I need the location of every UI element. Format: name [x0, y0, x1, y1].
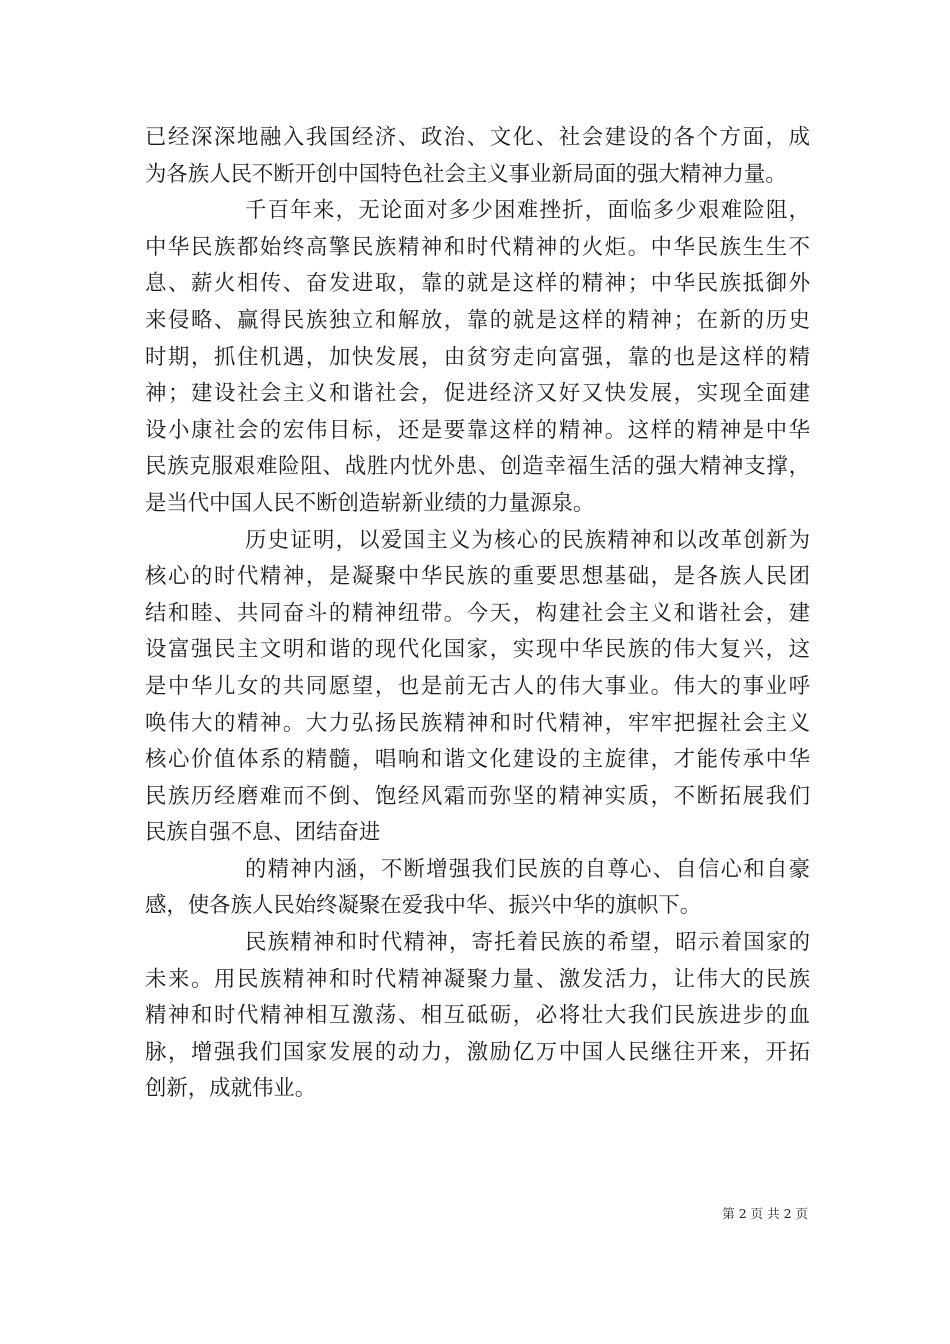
- paragraph-2: [145, 193, 810, 522]
- text-line: 千百年来，无论面对多少困难挫折，面临多少艰难险阻，: [245, 198, 810, 224]
- text-line: 历史证明，以爱国主义为核心的民族精神和以改革创新为: [245, 527, 810, 553]
- text-line: 民族克服艰难险阻、战胜内忧外患、创造幸福生活的强大精神支撑，: [145, 454, 810, 480]
- text-line: 为各族人民不断开创中国特色社会主义事业新局面的强大精神力量。: [145, 161, 787, 187]
- text-line: 核心价值体系的精髓，唱响和谐文化建设的主旋律，才能传承中华: [145, 747, 810, 773]
- text-line: 创新，成就伟业。: [145, 1076, 317, 1102]
- paragraph-4: [145, 852, 810, 925]
- text-line: 是中华儿女的共同愿望，也是前无古人的伟大事业。伟大的事业呼: [145, 673, 810, 699]
- text-line: 民族精神和时代精神，寄托着民族的希望，昭示着国家的: [245, 930, 810, 956]
- text-line: 未来。用民族精神和时代精神凝聚力量、激发活力，让伟大的民族: [145, 966, 810, 992]
- text-line: 核心的时代精神，是凝聚中华民族的重要思想基础，是各族人民团: [145, 564, 810, 590]
- text-line: 中华民族都始终高擎民族精神和时代精神的火炬。中华民族生生不: [145, 234, 810, 260]
- text-line: 已经深深地融入我国经济、政治、文化、社会建设的各个方面，成: [145, 125, 810, 150]
- paragraph-1: [145, 120, 810, 193]
- document-body: [145, 120, 810, 1108]
- text-line: 民族自强不息、团结奋进: [145, 820, 381, 846]
- text-line: 脉，增强我们国家发展的动力，激励亿万中国人民继往开来，开拓: [145, 1039, 810, 1065]
- text-line: 设小康社会的宏伟目标，还是要靠这样的精神。这样的精神是中华: [145, 417, 810, 443]
- text-line: 的精神内涵，不断增强我们民族的自尊心、自信心和自豪: [245, 856, 810, 882]
- text-line: 神；建设社会主义和谐社会，促进经济又好又快发展，实现全面建: [145, 381, 810, 407]
- paragraph-3: [145, 523, 810, 852]
- text-line: 唤伟大的精神。大力弘扬民族精神和时代精神，牢牢把握社会主义: [145, 710, 810, 736]
- text-line: 是当代中国人民不断创造崭新业绩的力量源泉。: [145, 490, 595, 516]
- text-line: 来侵略、赢得民族独立和解放，靠的就是这样的精神；在新的历史: [145, 307, 810, 333]
- text-line: 结和睦、共同奋斗的精神纽带。今天，构建社会主义和谐社会，建: [145, 600, 810, 626]
- text-line: 精神和时代精神相互激荡、相互砥砺，必将壮大我们民族进步的血: [145, 1003, 810, 1029]
- page-number-footer: 第 2 页 共 2 页: [722, 1206, 808, 1221]
- text-line: 民族历经磨难而不倒、饱经风霜而弥坚的精神实质，不断拓展我们: [145, 783, 810, 809]
- text-line: 息、薪火相传、奋发进取，靠的就是这样的精神；中华民族抵御外: [145, 271, 810, 297]
- paragraph-5: [145, 925, 810, 1108]
- text-line: 设富强民主文明和谐的现代化国家，实现中华民族的伟大复兴，这: [145, 637, 810, 663]
- text-line: 感，使各族人民始终凝聚在爱我中华、振兴中华的旗帜下。: [145, 893, 702, 919]
- text-line: 时期，抓住机遇，加快发展，由贫穷走向富强，靠的也是这样的精: [145, 344, 810, 370]
